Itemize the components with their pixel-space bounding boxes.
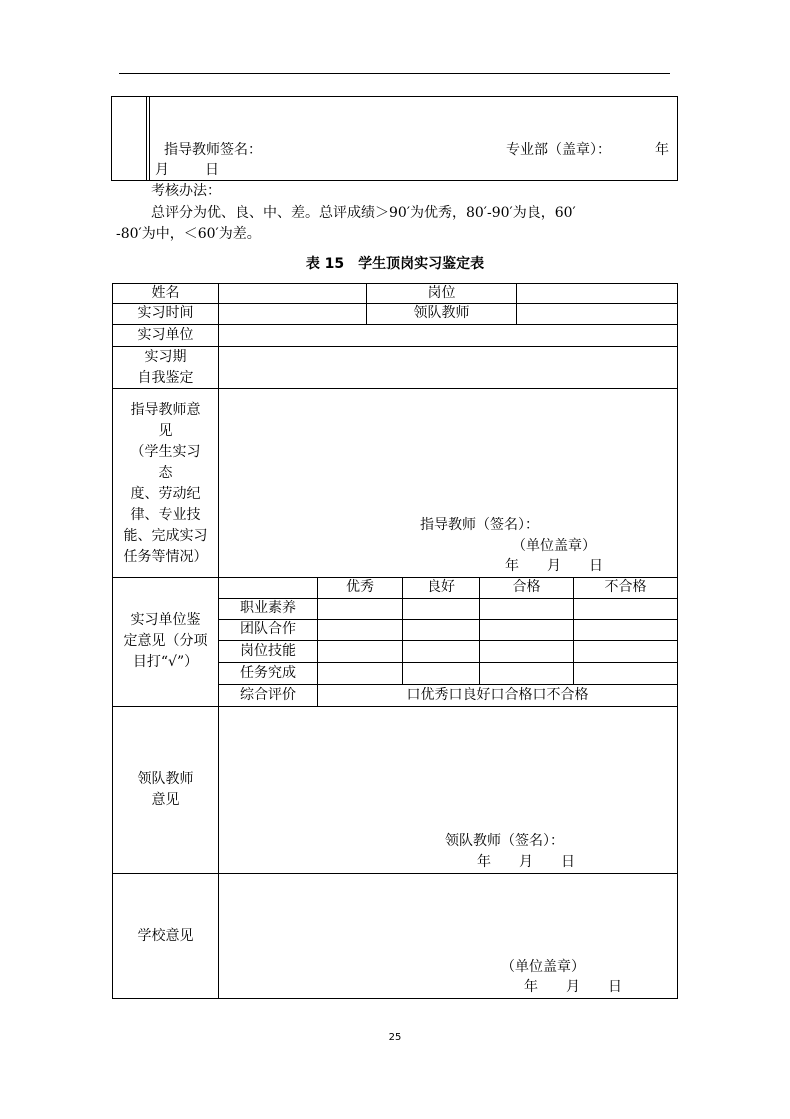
overall-label: 综合评价 bbox=[240, 687, 296, 703]
dept-stamp-label: 专业部（盖章）： bbox=[506, 142, 611, 158]
leader-opinion-line: 领队教师 bbox=[137, 771, 194, 787]
table-title: 表 15 学生顶岗实习鉴定表 bbox=[305, 256, 485, 272]
assessment-line-1: 总评分为优、良、中、差。总评成绩＞90′为优秀，80′-90′为良，60′ bbox=[151, 205, 576, 221]
grade-header: 优秀 bbox=[346, 579, 374, 595]
guide-opinion-line: 能、完成实习 bbox=[123, 528, 208, 544]
school-opinion-label: 学校意见 bbox=[137, 928, 194, 944]
grade-checkbox[interactable] bbox=[402, 598, 480, 620]
self-eval-label-2: 自我鉴定 bbox=[137, 370, 194, 386]
self-eval-label-1: 实习期 bbox=[144, 349, 187, 365]
criteria-label: 岗位技能 bbox=[240, 643, 296, 659]
guide-opinion-line: 态 bbox=[158, 465, 173, 481]
position-label: 岗位 bbox=[427, 285, 456, 301]
overall-options: 口优秀口良好口合格口不合格 bbox=[406, 687, 589, 703]
name-label: 姓名 bbox=[151, 285, 180, 301]
guide-opinion-line: 指导教师意 bbox=[130, 402, 201, 418]
criteria-label: 任务究成 bbox=[240, 665, 296, 681]
leader-value-cell[interactable] bbox=[516, 303, 678, 325]
guide-opinion-value-cell[interactable] bbox=[218, 388, 678, 578]
guide-opinion-line: 见 bbox=[158, 423, 173, 439]
unit-opinion-line: 定意见（分项 bbox=[123, 633, 208, 649]
grade-checkbox[interactable] bbox=[317, 598, 403, 620]
guide-opinion-line: 度、劳动纪 bbox=[130, 486, 201, 502]
guide-opinion-line: 律、专业技 bbox=[130, 507, 201, 523]
position-value-cell[interactable] bbox=[516, 283, 678, 304]
assessment-line-2: -80′为中，＜60′为差。 bbox=[116, 226, 261, 242]
unit-label: 实习单位 bbox=[137, 327, 194, 343]
grade-checkbox[interactable] bbox=[479, 662, 574, 685]
header-rule bbox=[119, 73, 670, 74]
leader-sign-label: 领队教师（签名）： bbox=[445, 833, 564, 849]
year-label: 年 bbox=[655, 142, 669, 158]
grade-checkbox[interactable] bbox=[317, 640, 403, 663]
self-eval-value-cell[interactable] bbox=[218, 346, 678, 389]
guide-opinion-line: 任务等情况） bbox=[123, 549, 208, 565]
criteria-label: 团队合作 bbox=[240, 621, 296, 637]
time-label: 实习时间 bbox=[137, 305, 194, 321]
grade-header: 不合格 bbox=[604, 579, 647, 595]
grade-checkbox[interactable] bbox=[573, 640, 678, 663]
leader-opinion-line: 意见 bbox=[151, 792, 180, 808]
grade-checkbox[interactable] bbox=[573, 598, 678, 620]
month-label: 月 bbox=[155, 162, 169, 178]
name-value-cell[interactable] bbox=[218, 283, 367, 304]
previous-table-end bbox=[111, 96, 678, 181]
grade-header: 良好 bbox=[427, 579, 455, 595]
page-number: 25 bbox=[388, 1032, 402, 1043]
grade-checkbox[interactable] bbox=[402, 640, 480, 663]
unit-opinion-line: 目打“√”） bbox=[132, 654, 199, 670]
guide-unit-stamp: （单位盖章） bbox=[512, 538, 596, 554]
grade-checkbox[interactable] bbox=[479, 640, 574, 663]
assessment-heading: 考核办法： bbox=[151, 183, 221, 199]
leader-teacher-label: 领队教师 bbox=[413, 305, 470, 321]
teacher-signature-label: 指导教师签名： bbox=[164, 142, 262, 158]
leader-date: 年 月 日 bbox=[477, 854, 575, 870]
grade-checkbox[interactable] bbox=[573, 619, 678, 641]
grade-checkbox[interactable] bbox=[479, 619, 574, 641]
grade-checkbox[interactable] bbox=[573, 662, 678, 685]
grade-checkbox[interactable] bbox=[479, 598, 574, 620]
unit-value-cell[interactable] bbox=[218, 324, 678, 347]
grade-checkbox[interactable] bbox=[402, 662, 480, 685]
grade-header: 合格 bbox=[512, 579, 541, 595]
grade-checkbox[interactable] bbox=[317, 619, 403, 641]
guide-opinion-line: （学生实习 bbox=[130, 444, 201, 460]
criteria-label: 职业素养 bbox=[240, 600, 296, 616]
time-value-cell[interactable] bbox=[218, 303, 367, 325]
school-date: 年 月 日 bbox=[524, 979, 622, 995]
day-label: 日 bbox=[205, 162, 219, 178]
school-unit-stamp: （单位盖章） bbox=[501, 959, 585, 975]
grade-checkbox[interactable] bbox=[317, 662, 403, 685]
grade-checkbox[interactable] bbox=[402, 619, 480, 641]
guide-date: 年 月 日 bbox=[505, 558, 603, 574]
guide-sign-label: 指导教师（签名）： bbox=[420, 517, 539, 533]
unit-opinion-line: 实习单位鉴 bbox=[130, 612, 201, 628]
